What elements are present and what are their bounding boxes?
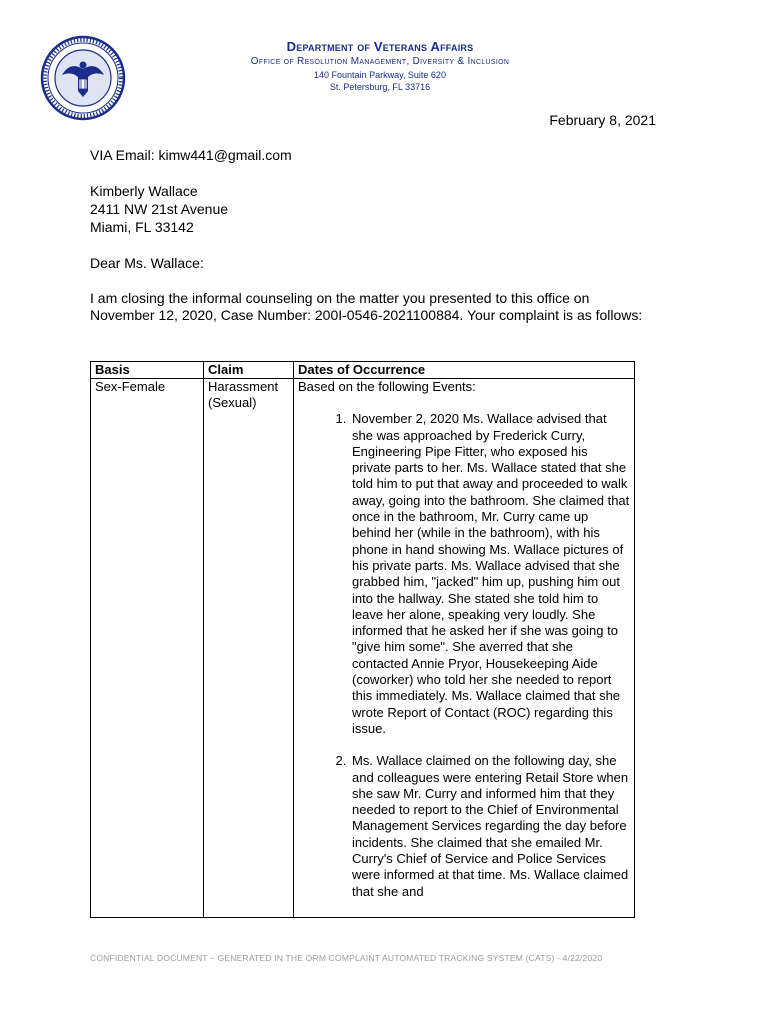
header-dates-of-occurrence: Dates of Occurrence xyxy=(294,362,635,379)
event-list xyxy=(298,411,630,900)
office-address: 140 Fountain Parkway, Suite 620 xyxy=(314,70,446,80)
department-name: Department of Veterans Affairs xyxy=(286,39,474,54)
recipient-street: 2411 NW 21st Avenue xyxy=(90,201,229,217)
letter-date: February 8, 2021 xyxy=(549,112,656,128)
office-city: St. Petersburg, FL 33716 xyxy=(329,82,431,92)
table-row xyxy=(91,379,635,918)
occurrence-intro: Based on the following Events: xyxy=(298,379,476,394)
recipient-city: Miami, FL 33142 xyxy=(90,219,194,235)
office-name: Office of Resolution Management, Diversity & Inclusion xyxy=(250,56,510,67)
header-basis: Basis xyxy=(91,362,204,379)
via-email-line: VIA Email: kimw441@gmail.com xyxy=(90,147,292,163)
table-header-row xyxy=(91,362,635,379)
occurrence-cell xyxy=(294,379,635,918)
intro-paragraph: I am closing the informal counseling on the matter you presented to this office on November 12, 2020, Case Number: 200I-0546-2021100884. Your complaint is as follows: xyxy=(90,290,643,323)
salutation: Dear Ms. Wallace: xyxy=(90,255,204,271)
va-seal-logo xyxy=(40,35,126,121)
complaint-table xyxy=(90,361,635,918)
event-item: 2. Ms. Wallace claimed on the following day, she and colleagues were entering Retail Store when she saw Mr. Curry and informed him that they needed to report to the Chief of Environmental Management Services regarding the day before incidents. She claimed that she emailed Mr. Curry's Chief of Service and Police Services were informed at that time. Ms. Wallace claimed that she and xyxy=(350,753,630,900)
header-claim: Claim xyxy=(204,362,294,379)
basis-cell: Sex-Female xyxy=(91,379,204,918)
event-item: 1. November 2, 2020 Ms. Wallace advised that she was approached by Frederick Curry, Engineering Pipe Fitter, who exposed his private parts to her. Ms. Wallace stated that she told him to put that away and proceeded to walk away, going into the bathroom. She claimed that once in the bathroom, Mr. Curry came up behind her (while in the bathroom), with his phone in hand showing Ms. Wallace pictures of his private parts. Ms. Wallace advised that she grabbed him, "jacked" him up, pushing him out into the hallway. She stated she told him to leave her alone, speaking very loudly. She informed that he asked her if she was going to "give him some". She averred that she contacted Annie Pryor, Housekeeping Aide (coworker) who told her she needed to report this immediately. Ms. Wallace claimed that she wrote Report of Contact (ROC) regarding this issue. xyxy=(350,411,630,737)
claim-cell: Harassment (Sexual) xyxy=(204,379,294,918)
recipient-name: Kimberly Wallace xyxy=(90,183,198,199)
confidential-footer: CONFIDENTIAL DOCUMENT – GENERATED IN THE ORM COMPLAINT AUTOMATED TRACKING SYSTEM (CATS) - 4/22/2020 xyxy=(90,953,603,963)
